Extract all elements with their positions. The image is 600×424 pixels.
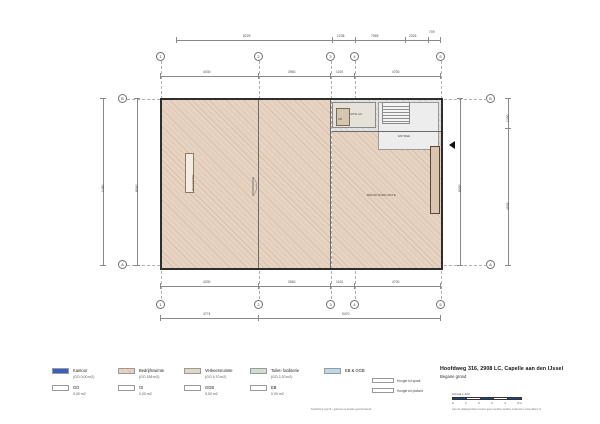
scale-ticks [452,401,522,405]
scale-tick-5: 5 m [517,400,522,405]
scale-tick-3: 3 [491,400,493,405]
legend-swatch-bedrijfsruimte [118,368,135,374]
grid-label-right-b: B [486,94,495,103]
footnote-text: Toelichting type B - gebouw op locatie gecontroleerd [311,408,372,411]
legend-value-verkeersruimte: (GO 9,70 m2) [205,375,227,379]
legend-label-ggb: GGB [205,385,215,390]
legend-label-eb: EB [271,385,277,390]
dim-right-outer-1: 4535 [506,202,510,210]
legend-item-bedrijfsruimte [118,368,184,379]
legend-swatch-eb [250,385,267,391]
grid-label-top-3: 3 [326,52,335,61]
legend-swatch-ggb [184,385,201,391]
legend-value-go: 0,00 m2 [73,392,86,396]
legend-swatch-toilet [250,368,267,374]
room-label-receptie: RECEPTIE [191,174,195,191]
legend-row-1 [52,368,394,379]
dim-left-inner-1: 8090 [135,184,139,192]
wall-west [160,98,162,270]
dim-bottom-outer-2: 9470 [342,312,350,316]
legend-swatch-eb-ggb [324,368,341,374]
dim-top-inner-2: 3960 [288,70,296,74]
room-label-opslag: OPSLAG [350,112,363,116]
grid-label-bottom-5: 5 [436,300,445,309]
wall-north [160,98,443,100]
height-note-box-plafond [372,388,394,393]
disclaimer-text: Aan de plattegronden kunnen geen rechten worden ontleend.© www.albion.nl [452,408,542,411]
dim-bottom-inner-3: 1100 [336,280,344,284]
legend-label-verkeersruimte: Verkeersruimte [205,368,233,373]
dim-top-outer-3: 7555 [371,34,379,38]
legend-item-kantoor [52,368,118,379]
scale-label: Schaal 1:100 [452,392,470,396]
legend-label-kantoor: Kantoor [73,368,88,373]
legend-item-ggb [184,385,250,396]
dim-left-outer-1: 1460 [101,184,105,192]
scale-tick-4: 4 [504,400,506,405]
legend-swatch-go [52,385,69,391]
cabinet-cb [336,108,350,126]
grid-label-top-4: 4 [350,52,359,61]
height-note-label-plafond: Hoogte tot plafond [397,389,424,393]
wall-east [441,98,443,270]
floorplan-drawing [160,98,445,270]
legend-label-eb-ggb: EB & GGB [345,368,365,373]
grid-label-bottom-1: 1 [156,300,165,309]
legend-item-go [52,385,118,396]
grid-label-top-2: 2 [254,52,263,61]
legend-swatch-kantoor [52,368,69,374]
room-label-bedrijfsruimte: BEDRIJFSRUIMTE [367,193,396,197]
dim-top-outer-1: 8229 [243,34,251,38]
dim-top-outer-2: 1238 [337,34,345,38]
legend-value-oi: 0,00 m2 [139,392,152,396]
room-bedrijfsruimte [332,132,441,268]
legend-item-eb-ggb [324,368,394,374]
legend-item-eb [250,385,324,396]
legend-item-verkeersruimte [184,368,250,379]
wall-south [160,268,443,270]
grid-label-left-b: B [118,94,127,103]
dim-right-outer-2: 1230 [506,114,510,122]
legend [52,368,394,396]
height-note-box-spant [372,378,394,383]
room-label-entree: ENTREE [398,134,411,138]
legend-value-bedrijfsruimte: (GO 158 m2) [139,375,160,379]
legend-value-eb: 0,00 m2 [271,392,284,396]
legend-item-oi [118,385,184,396]
door-swing-icon [252,176,266,198]
height-note-label-spant: Hoogte tot spant [397,379,421,383]
scale-bar [452,392,544,405]
document-title: Hoofdweg 316, 2908 LC, Capelle aan den IJssel [440,366,564,372]
dim-top-outer-4: 2026 [409,34,417,38]
legend-swatch-verkeersruimte [184,368,201,374]
wall-internal-horizontal [332,131,441,132]
legend-value-ggb: 0,00 m2 [205,392,218,396]
dim-bottom-inner-2: 3960 [288,280,296,284]
dim-bottom-inner-4: 4700 [392,280,400,284]
dim-top-outer-5: 709 [429,30,435,34]
dim-top-inner-4: 4700 [392,70,400,74]
dim-bottom-outer-1: 4774 [203,312,211,316]
room-label-cb: CB [338,118,342,121]
legend-label-oi: OI [139,385,144,390]
dim-top-inner-3: 1100 [336,70,344,74]
legend-value-toilet: (GO 2,20 m2) [271,375,293,379]
legend-item-toilet [250,368,324,379]
overhead-door [430,146,440,214]
legend-row-2 [52,385,394,396]
legend-label-toilet: Toilet- faciliterie [271,368,300,373]
document-subtitle: Begane grond [440,374,467,379]
grid-label-top-5: 5 [436,52,445,61]
staircase [382,102,410,124]
entrance-arrow-icon [449,141,455,149]
grid-label-bottom-4: 4 [350,300,359,309]
dim-bottom-inner-1: 4030 [203,280,211,284]
legend-value-kantoor: (GO 0,00 m2) [73,375,95,379]
legend-label-bedrijfsruimte: Bedrijfsruimte [139,368,165,373]
scale-tick-0: 0 [452,400,454,405]
grid-label-left-a: A [118,260,127,269]
scale-tick-1: 1 [465,400,467,405]
legend-swatch-oi [118,385,135,391]
title-block [440,366,590,379]
dim-top-inner-1: 4030 [203,70,211,74]
dim-right-inner-1: 8090 [458,184,462,192]
grid-label-bottom-2: 2 [254,300,263,309]
scale-tick-2: 2 [478,400,480,405]
grid-label-top-1: 1 [156,52,165,61]
wall-internal-vertical [330,100,331,268]
grid-label-right-a: A [486,260,495,269]
legend-label-go: GO [73,385,80,390]
grid-label-bottom-3: 3 [326,300,335,309]
